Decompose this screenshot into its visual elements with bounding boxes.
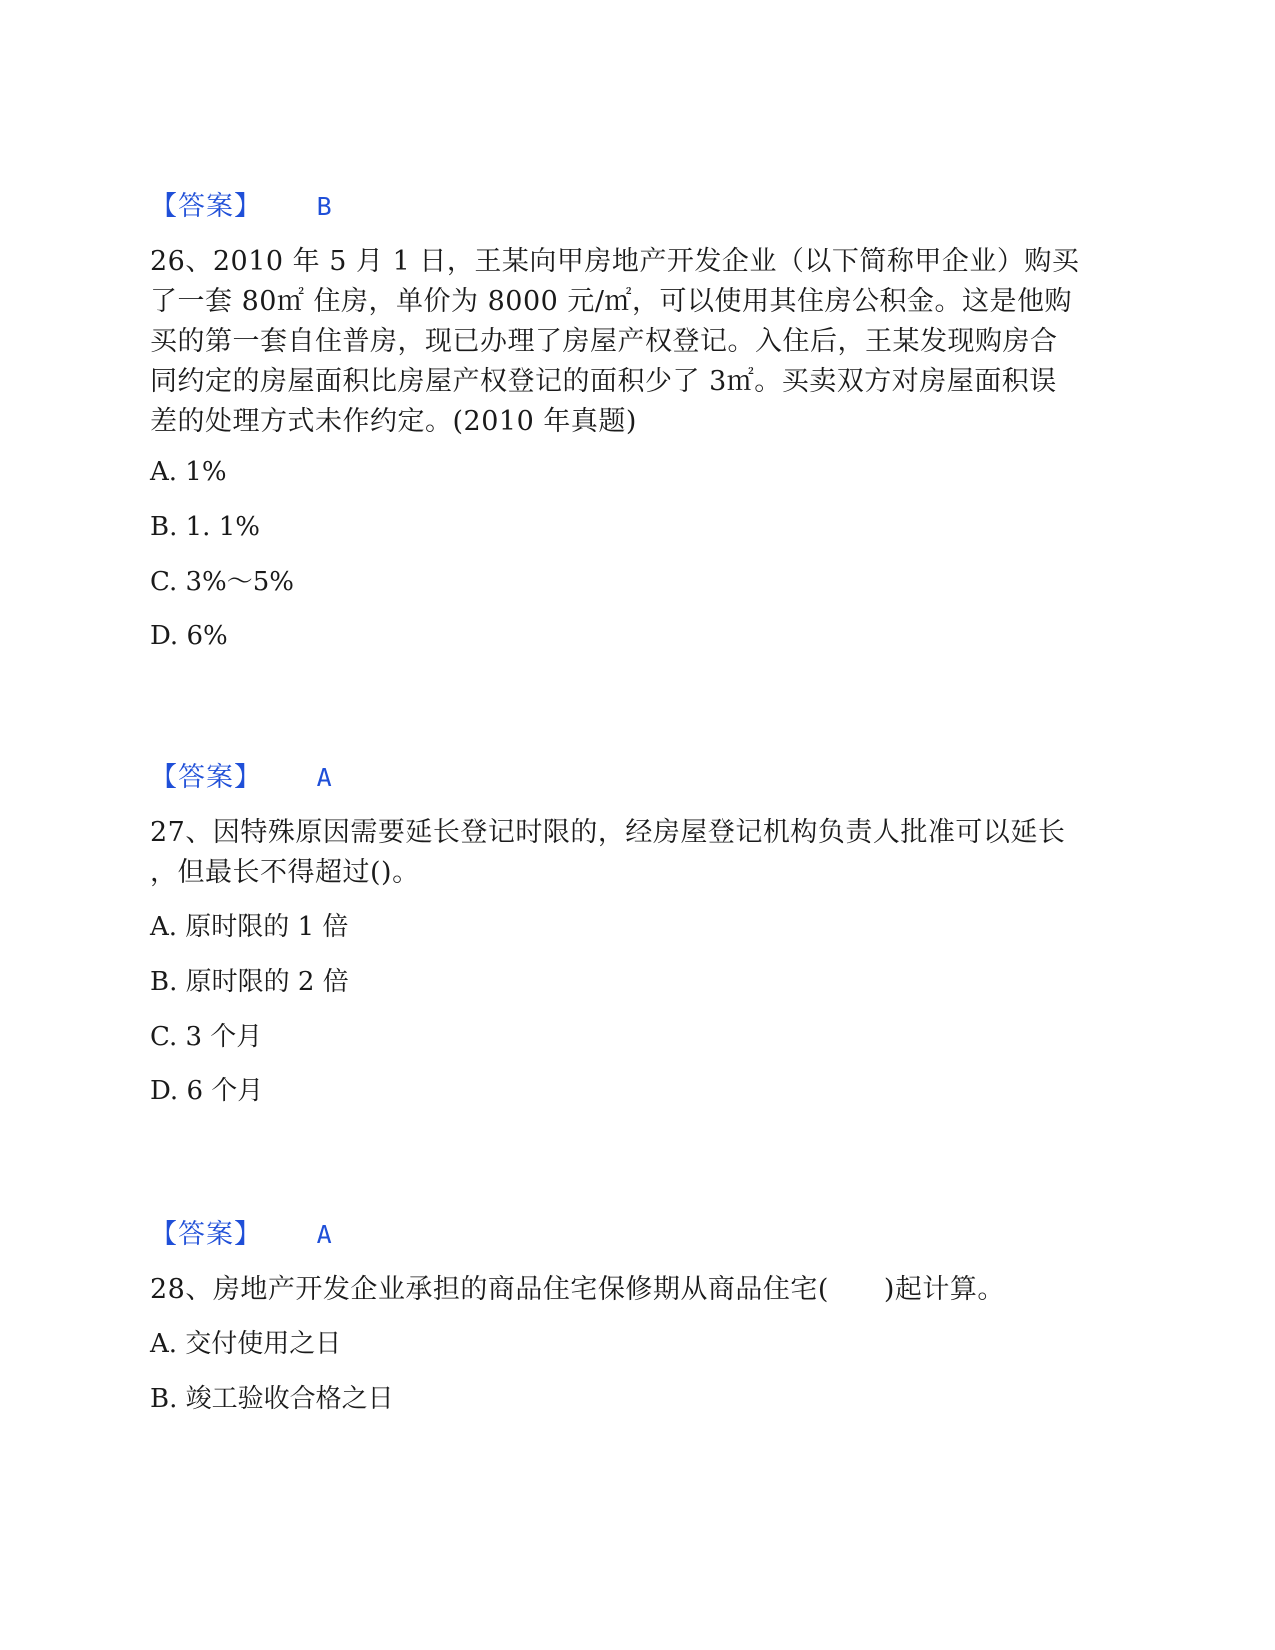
answer-25 [150,190,1125,224]
answer-label: 【答案】 [150,762,262,793]
question-28: 28、房地产开发企业承担的商品住宅保修期从商品住宅( )起计算。 [150,1274,1005,1305]
answer-26 [150,761,1125,795]
option-27-b: B. 原时限的 2 倍 [150,967,349,997]
option-27-a: A. 原时限的 1 倍 [150,912,349,942]
question-27-line-2: ，但最长不得超过()。 [150,857,420,888]
option-27-c: C. 3 个月 [150,1022,263,1052]
question-27-line-1: 27、因特殊原因需要延长登记时限的，经房屋登记机构负责人批准可以延长 [150,817,1066,848]
option-26-a: A. 1% [150,457,227,487]
answer-27 [150,1218,1125,1252]
option-27-d: D. 6 个月 [150,1076,264,1106]
answer-label: 【答案】 [150,1219,262,1250]
option-26-b: B. 1. 1% [150,512,260,542]
option-26-c: C. 3%～5% [150,567,294,597]
answer-value: A [316,1220,332,1249]
option-28-b: B. 竣工验收合格之日 [150,1384,394,1414]
option-26-d: D. 6% [150,621,228,651]
answer-label: 【答案】 [150,191,262,222]
option-28-a: A. 交付使用之日 [150,1329,342,1359]
answer-value: B [316,192,332,221]
answer-value: A [316,763,332,792]
question-26: 26、2010 年 5 月 1 日，王某向甲房地产开发企业（以下简称甲企业）购买了一套 80㎡ 住房，单价为 8000 元/㎡，可以使用其住房公积金。这是他购买的第一套自住普房，现已办理了房屋产权登记。入住后，王某发现购房合同约定的房屋面积比房屋产权登记的面积少了 3㎡。买卖双方对房屋面积误差的处理方式未作约定。(2010 年真题) [150,246,1080,437]
